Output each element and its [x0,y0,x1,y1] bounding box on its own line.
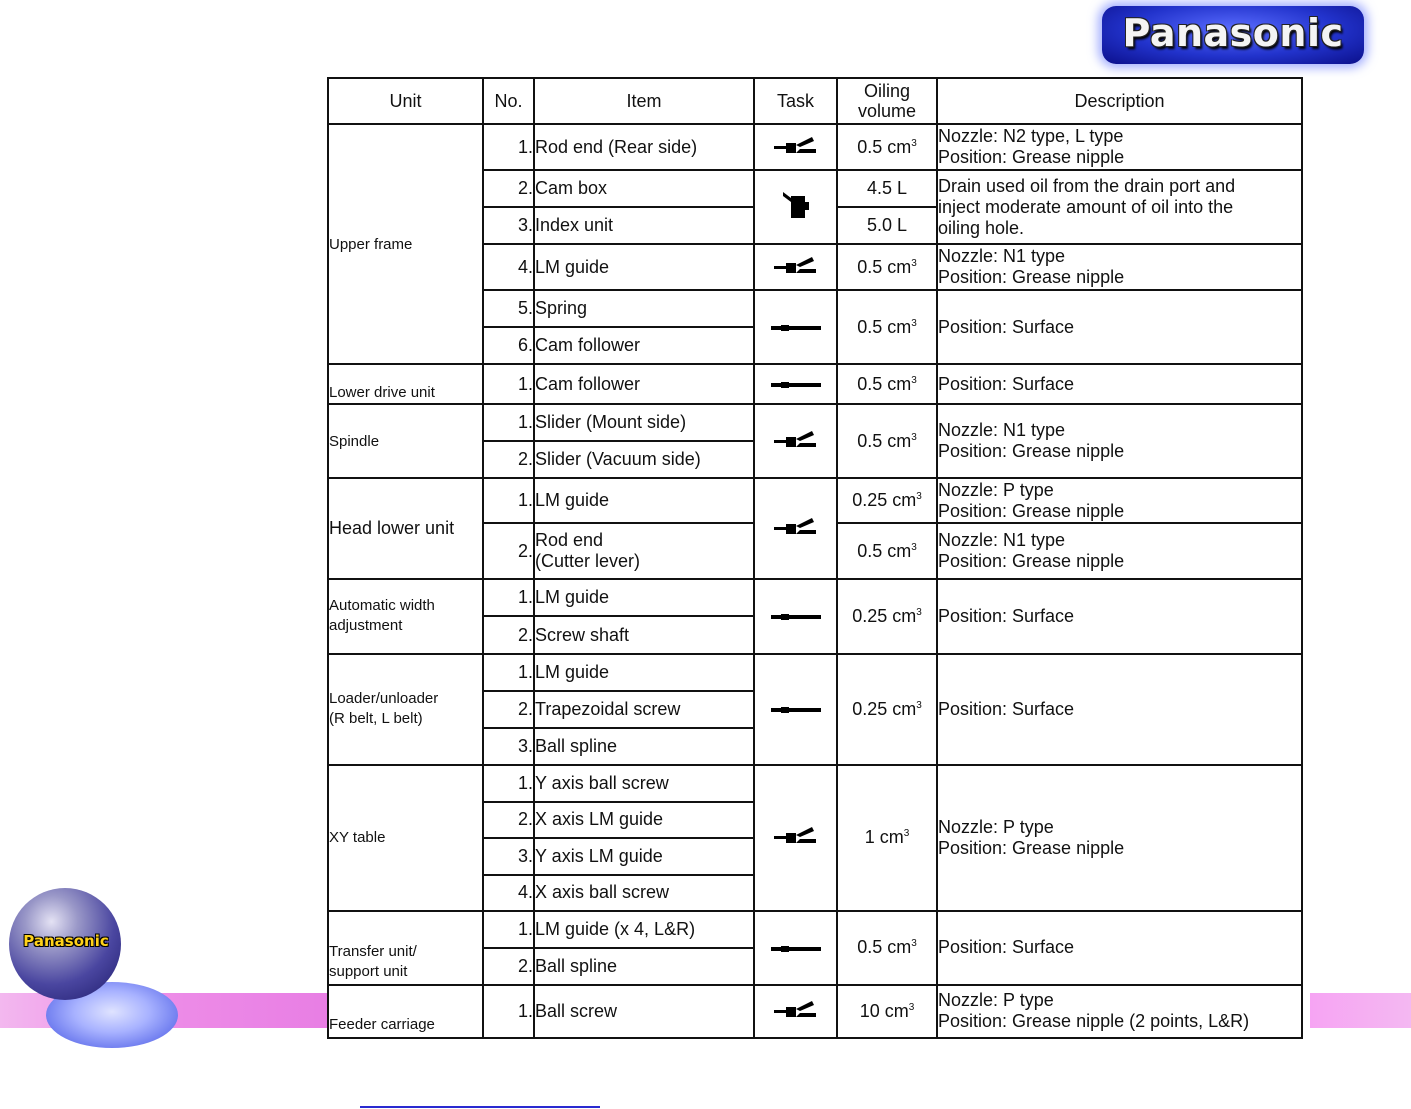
item-cell: Y axis ball screw [534,765,754,802]
item-cell: Cam box [534,170,754,207]
item-cell: LM guide [534,654,754,691]
item-cell: LM guide (x 4, L&R) [534,911,754,948]
item-cell: Slider (Vacuum side) [534,441,754,478]
task-cell [754,579,837,653]
header-task: Task [754,78,837,124]
description-cell: Nozzle: P type Position: Grease nipple (2 points, L&R) [937,985,1302,1038]
table-row [328,124,1302,170]
unit-transfer: Transfer unit/ support unit [328,911,483,985]
task-cell [754,478,837,579]
description-cell: Position: Surface [937,579,1302,653]
volume-cell: 4.5 L [837,170,937,207]
row-number: 2. [483,523,534,579]
task-cell [754,985,837,1038]
task-cell [754,290,837,364]
unit-feeder-carriage: Feeder carriage [328,985,483,1038]
row-number: 3. [483,207,534,244]
grease-gun-icon [774,255,818,280]
header-unit: Unit [328,78,483,124]
globe-logo-text: Panasonic [23,932,109,950]
row-number: 1. [483,124,534,170]
unit-automatic-width: Automatic width adjustment [328,579,483,653]
task-cell [754,765,837,911]
task-cell [754,244,837,290]
description-cell: Nozzle: N1 type Position: Grease nipple [937,244,1302,290]
row-number: 4. [483,244,534,290]
volume-cell: 0.5 $cm^3$ [837,124,937,170]
header-item: Item [534,78,754,124]
header-no: No. [483,78,534,124]
task-cell [754,364,837,404]
description-cell: Position: Surface [937,654,1302,765]
item-cell: LM guide [534,478,754,523]
row-number: 5. [483,290,534,327]
decorative-bar-right [1310,993,1411,1028]
volume-cell: 0.5 $cm^3$ [837,364,937,404]
table-row [328,985,1302,1038]
row-number: 1. [483,478,534,523]
lubrication-table [327,77,1303,1039]
volume-cell: 10 $cm^3$ [837,985,937,1038]
grease-gun-icon [774,429,818,454]
brush-icon [771,317,821,338]
row-number: 1. [483,404,534,441]
panasonic-logo [1102,6,1364,64]
volume-cell: 0.5 $cm^3$ [837,244,937,290]
row-number: 3. [483,838,534,875]
row-number: 2. [483,948,534,985]
row-number: 3. [483,728,534,765]
brush-icon [771,606,821,627]
description-cell: Nozzle: N1 type Position: Grease nipple [937,523,1302,579]
unit-loader-unloader: Loader/unloader (R belt, L belt) [328,654,483,765]
row-number: 1. [483,765,534,802]
volume-cell: 0.5 $cm^3$ [837,523,937,579]
description-cell: Position: Surface [937,911,1302,985]
row-number: 2. [483,170,534,207]
row-number: 2. [483,616,534,653]
table-row [328,364,1302,404]
header-volume: Oiling volume [837,78,937,124]
task-cell [754,170,837,244]
logo-text: Panasonic [1122,11,1344,55]
table-row [328,911,1302,948]
volume-cell: 0.5 $cm^3$ [837,404,937,478]
description-cell: Nozzle: N1 type Position: Grease nipple [937,404,1302,478]
item-cell: Rod end (Cutter lever) [534,523,754,579]
row-number: 1. [483,364,534,404]
brush-icon [771,699,821,720]
description-cell: Nozzle: P type Position: Grease nipple [937,478,1302,523]
item-cell: Ball spline [534,728,754,765]
volume-cell: 1 $cm^3$ [837,765,937,911]
volume-cell: 0.25 $cm^3$ [837,579,937,653]
task-cell [754,911,837,985]
row-number: 1. [483,911,534,948]
row-number: 6. [483,327,534,364]
brush-icon [771,374,821,395]
description-cell: Position: Surface [937,364,1302,404]
item-cell: Index unit [534,207,754,244]
volume-cell: 0.5 $cm^3$ [837,290,937,364]
item-cell: Cam follower [534,364,754,404]
item-cell: LM guide [534,244,754,290]
task-cell [754,404,837,478]
row-number: 1. [483,654,534,691]
volume-cell: 5.0 L [837,207,937,244]
table-row [328,404,1302,441]
item-cell: Screw shaft [534,616,754,653]
item-cell: Y axis LM guide [534,838,754,875]
table-row [328,654,1302,691]
table-row [328,765,1302,802]
description-cell: Position: Surface [937,290,1302,364]
unit-spindle: Spindle [328,404,483,478]
brush-icon [771,938,821,959]
oil-can-icon [781,188,811,227]
unit-head-lower: Head lower unit [328,478,483,579]
item-cell: Slider (Mount side) [534,404,754,441]
row-number: 2. [483,802,534,838]
row-number: 2. [483,441,534,478]
volume-cell: 0.25 $cm^3$ [837,478,937,523]
table-row [328,579,1302,616]
item-cell: X axis ball screw [534,875,754,911]
grease-gun-icon [774,135,818,160]
item-cell: LM guide [534,579,754,616]
item-cell: Cam follower [534,327,754,364]
item-cell: Ball screw [534,985,754,1038]
volume-cell: 0.25 $cm^3$ [837,654,937,765]
description-cell: Drain used oil from the drain port and inject moderate amount of oil into the oiling hole. [937,170,1302,244]
item-cell: Ball spline [534,948,754,985]
task-cell [754,124,837,170]
row-number: 1. [483,579,534,616]
item-cell: Spring [534,290,754,327]
grease-gun-icon [774,825,818,850]
item-cell: Rod end (Rear side) [534,124,754,170]
unit-xy-table: XY table [328,765,483,911]
unit-upper-frame: Upper frame [328,124,483,364]
unit-lower-drive: Lower drive unit [328,364,483,404]
grease-gun-icon [774,516,818,541]
task-cell [754,654,837,765]
item-cell: X axis LM guide [534,802,754,838]
grease-gun-icon [774,999,818,1024]
row-number: 4. [483,875,534,911]
table-row [328,478,1302,523]
table-header-row [328,78,1302,124]
volume-cell: 0.5 $cm^3$ [837,911,937,985]
item-cell: Trapezoidal screw [534,691,754,728]
row-number: 2. [483,691,534,728]
description-cell: Nozzle: N2 type, L type Position: Grease nipple [937,124,1302,170]
row-number: 1. [483,985,534,1038]
description-cell: Nozzle: P type Position: Grease nipple [937,765,1302,911]
header-description: Description [937,78,1302,124]
bottom-link-underline[interactable] [360,1106,600,1108]
